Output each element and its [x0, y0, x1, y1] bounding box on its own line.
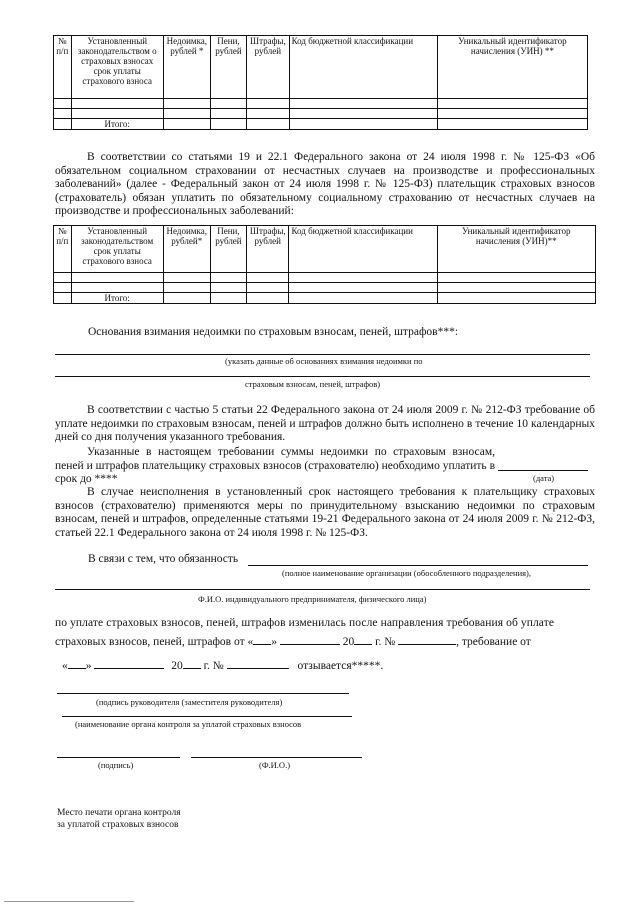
table-row — [54, 109, 588, 119]
paragraph-text: Указанные в настоящем требовании суммы недоимки по страховым взносам, пеней и штрафов плательщику страховых взносов (страхователю) необходимо уплатить в срок до **** — [55, 446, 495, 486]
body-name-hint: (наименование органа контроля за уплатой страховых взносов — [75, 719, 302, 729]
col-penalties: Пени, рублей — [210, 226, 246, 273]
col-num: № п/п — [54, 226, 72, 273]
head-signature-field[interactable] — [57, 693, 349, 694]
paragraph-term — [55, 404, 595, 445]
text: г. № — [375, 636, 396, 648]
paragraph-text: В соответствии со статьями 19 и 22.1 Федерального закона от 24 июля 1998 г. № 125-ФЗ «Об обязательном социальном страховании от несчастных случаев на производстве и профессиональных заболеваний» (далее - Федеральный закон от 24 июля 1998 г. № 125-ФЗ) плательщик страховых взносов (страхователь) обязан уплатить по обязательному социальному страхованию от несчастных случаев на производстве и профессиональных заболеваний: — [55, 151, 595, 218]
col-established: Установленный законодательством о страховых взносах срок уплаты страхового взноса — [71, 36, 163, 99]
table-total-row — [54, 119, 588, 130]
col-uin: Уникальный идентификатор начисления (УИН)** — [437, 226, 595, 273]
col-num: № п/п — [54, 36, 72, 99]
change-line-1: по уплате страховых взносов, пеней, штрафов изменилась после направления требования об уплате — [55, 617, 555, 629]
grounds-hint-1: (указать данные об основаниях взимания недоимки по — [225, 356, 423, 366]
day-field[interactable] — [253, 634, 271, 645]
text: страховых взносов, пеней, штрафов от « — [55, 636, 254, 648]
col-kbk: Код бюджетной классификации — [289, 36, 437, 99]
table-header-row — [54, 36, 588, 99]
fio-hint: (Ф.И.О.) — [259, 760, 291, 770]
paragraph-text: В соответствии с частью 5 статьи 22 Федерального закона от 24 июля 2009 г. № 212-ФЗ требование об уплате недоимки по страховым взносам, пеней и штрафов должно быть исполнено в течение 10 календарных дней со дня получения указанного требования. — [55, 404, 595, 444]
table-row — [54, 99, 588, 109]
table-header-row — [54, 226, 596, 273]
table-total-row — [54, 293, 596, 304]
year-field[interactable] — [183, 658, 201, 669]
deadline-date-field[interactable] — [498, 470, 588, 471]
col-fines: Штрафы, рублей — [247, 36, 289, 99]
grounds-line-1[interactable] — [55, 354, 590, 355]
stamp-place — [57, 807, 181, 831]
table-row — [54, 283, 596, 293]
text: « — [62, 660, 68, 672]
grounds-hint-2: страховым взносам, пеней, штрафов) — [245, 379, 381, 389]
grounds-line-2[interactable] — [55, 376, 590, 377]
number-field[interactable] — [227, 658, 289, 669]
col-fines: Штрафы, рублей — [247, 226, 289, 273]
number-field[interactable] — [398, 634, 456, 645]
total-label: Итого: — [71, 293, 163, 304]
col-arrears: Недоимка, рублей * — [163, 36, 210, 99]
text: 20 — [342, 636, 355, 648]
col-penalties: Пени, рублей — [210, 36, 246, 99]
text: 20 — [171, 660, 183, 672]
org-name-field[interactable] — [248, 565, 588, 566]
head-signature-hint: (подпись руководителя (заместителя руководителя) — [96, 697, 283, 707]
change-line-3 — [62, 658, 383, 673]
text: » — [85, 660, 92, 672]
paragraph-text: В случае неисполнения в установленный срок настоящего требования к плательщику страховых взносов (страхователю) применяются меры по принудительному взысканию недоимки по страховым взносам, пеней и штрафов, определенные статьями 19-21 Федерального закона от 24 июля 2009 г. № 212-ФЗ, статьей 22.1 Федерального закона от 24 июля 1998 г. № 125-ФЗ. — [55, 486, 595, 539]
arrears-table-1 — [53, 35, 588, 130]
col-kbk: Код бюджетной классификации — [289, 226, 437, 273]
stamp-line: за уплатой страховых взносов — [57, 820, 179, 830]
year-field[interactable] — [354, 634, 372, 645]
fio-field[interactable] — [191, 757, 362, 758]
month-field[interactable] — [94, 658, 164, 669]
text: » — [271, 636, 277, 648]
paragraph-deadline — [55, 446, 495, 487]
total-label: Итого: — [71, 119, 163, 130]
change-line-2 — [55, 634, 531, 649]
body-name-field[interactable] — [62, 716, 352, 717]
col-uin: Уникальный идентификатор начисления (УИН) ** — [437, 36, 587, 99]
month-field[interactable] — [280, 634, 340, 645]
footnote-divider — [4, 901, 134, 902]
obligation-label: В связи с тем, что обязанность — [88, 553, 239, 565]
signature-field[interactable] — [57, 757, 180, 758]
person-name-field[interactable] — [55, 589, 590, 590]
day-field[interactable] — [68, 658, 86, 669]
arrears-table-2 — [53, 225, 596, 304]
text: отзывается*****. — [297, 660, 384, 672]
text: , требование от — [456, 636, 531, 648]
signature-hint: (подпись) — [98, 760, 134, 770]
paragraph-enforcement — [55, 486, 595, 540]
org-hint: (полное наименование организации (обособленного подразделения), — [282, 568, 532, 578]
col-established: Установленный законодательством срок уплаты страхового взноса — [71, 226, 163, 273]
date-hint: (дата) — [533, 473, 555, 483]
person-hint: Ф.И.О. индивидуального предпринимателя, физического лица) — [198, 594, 427, 604]
paragraph-obligation — [55, 151, 595, 219]
grounds-label: Основания взимания недоимки по страховым взносам, пеней, штрафов***: — [88, 326, 459, 338]
col-arrears: Недоимка, рублей* — [163, 226, 210, 273]
stamp-line: Место печати органа контроля — [57, 808, 181, 818]
text: г. № — [203, 660, 224, 672]
table-row — [54, 273, 596, 283]
